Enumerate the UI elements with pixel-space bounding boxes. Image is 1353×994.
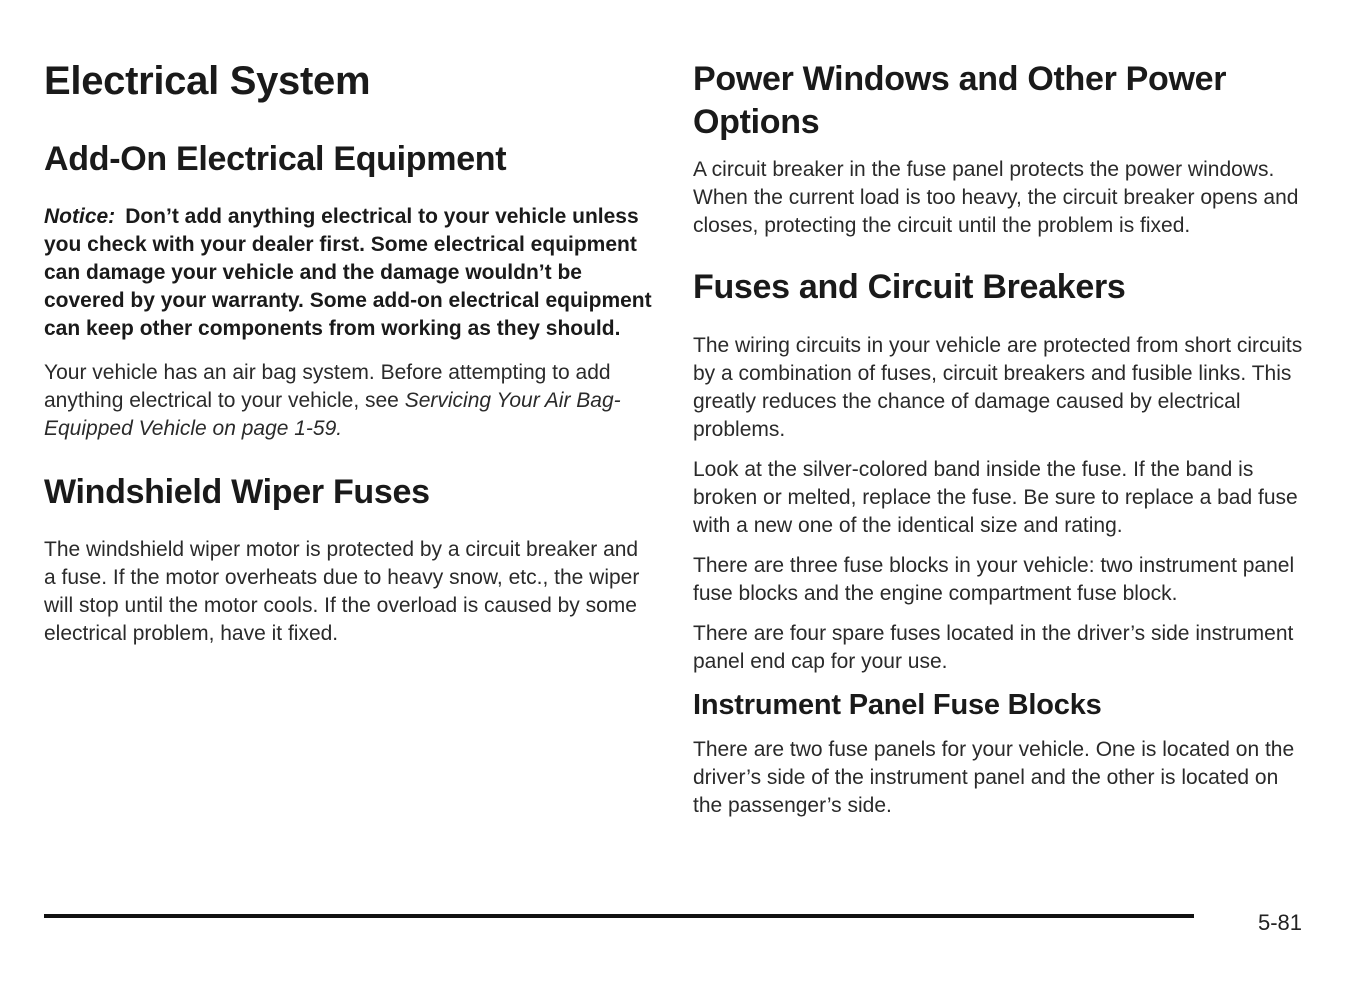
notice-paragraph <box>44 203 654 343</box>
page-number: 5-81 <box>1258 910 1303 935</box>
fuses-breakers-heading: Fuses and Circuit Breakers <box>693 268 1126 307</box>
fuses-paragraph: The wiring circuits in your vehicle are protected from short circuits by a combination of fuses, circuit breakers and fusible links. This greatly reduces the chance of damage caused by electrical problems. <box>693 333 1303 441</box>
fuses-paragraph: There are three fuse blocks in your vehicle: two instrument panel fuse blocks and the engine compartment fuse block. <box>693 553 1295 605</box>
airbag-cross-reference: Servicing Your Air Bag-Equipped Vehicle on page 1-59. <box>44 389 621 441</box>
wiper-fuses-paragraph: The windshield wiper motor is protected by a circuit breaker and a fuse. If the motor overheats due to heavy snow, etc., the wiper will stop until the motor cools. If the overload is caused by some electrical problem, have it fixed. <box>44 538 640 646</box>
wiper-fuses-heading: Windshield Wiper Fuses <box>44 473 430 512</box>
fuses-paragraph: Look at the silver-colored band inside the fuse. If the band is broken or melted, replace the fuse. Be sure to replace a bad fuse with a new one of the identical size and rating. <box>693 457 1298 537</box>
power-windows-paragraph: A circuit breaker in the fuse panel protects the power windows. When the current load is too heavy, the circuit breaker opens and closes, protecting the circuit until the problem is fixed. <box>693 158 1299 238</box>
addon-equipment-heading: Add-On Electrical Equipment <box>44 140 507 178</box>
section-title: Electrical System <box>44 59 371 103</box>
airbag-paragraph <box>44 359 654 443</box>
left-column <box>44 58 654 660</box>
notice-label: Notice: <box>44 205 116 229</box>
power-windows-heading: Power Windows and Other Power Options <box>693 60 1227 142</box>
instrument-panel-paragraph: There are two fuse panels for your vehicle. One is located on the driver’s side of the instrument panel and the other is located on the passenger’s side. <box>693 738 1295 818</box>
airbag-text: Your vehicle has an air bag system. Before attempting to add anything electrical to your vehicle, see <box>44 361 611 413</box>
footer-rule <box>44 914 1194 918</box>
notice-text: Don’t add anything electrical to your vehicle unless you check with your dealer first. Some electrical equipment can damage your vehicle and the damage wouldn’t be covered by your warranty. Some add-on electrical equipment can keep other components from working as they should. <box>44 205 652 341</box>
instrument-panel-heading: Instrument Panel Fuse Blocks <box>693 688 1102 721</box>
fuses-paragraph: There are four spare fuses located in the driver’s side instrument panel end cap for your use. <box>693 621 1294 673</box>
right-column <box>693 58 1313 832</box>
